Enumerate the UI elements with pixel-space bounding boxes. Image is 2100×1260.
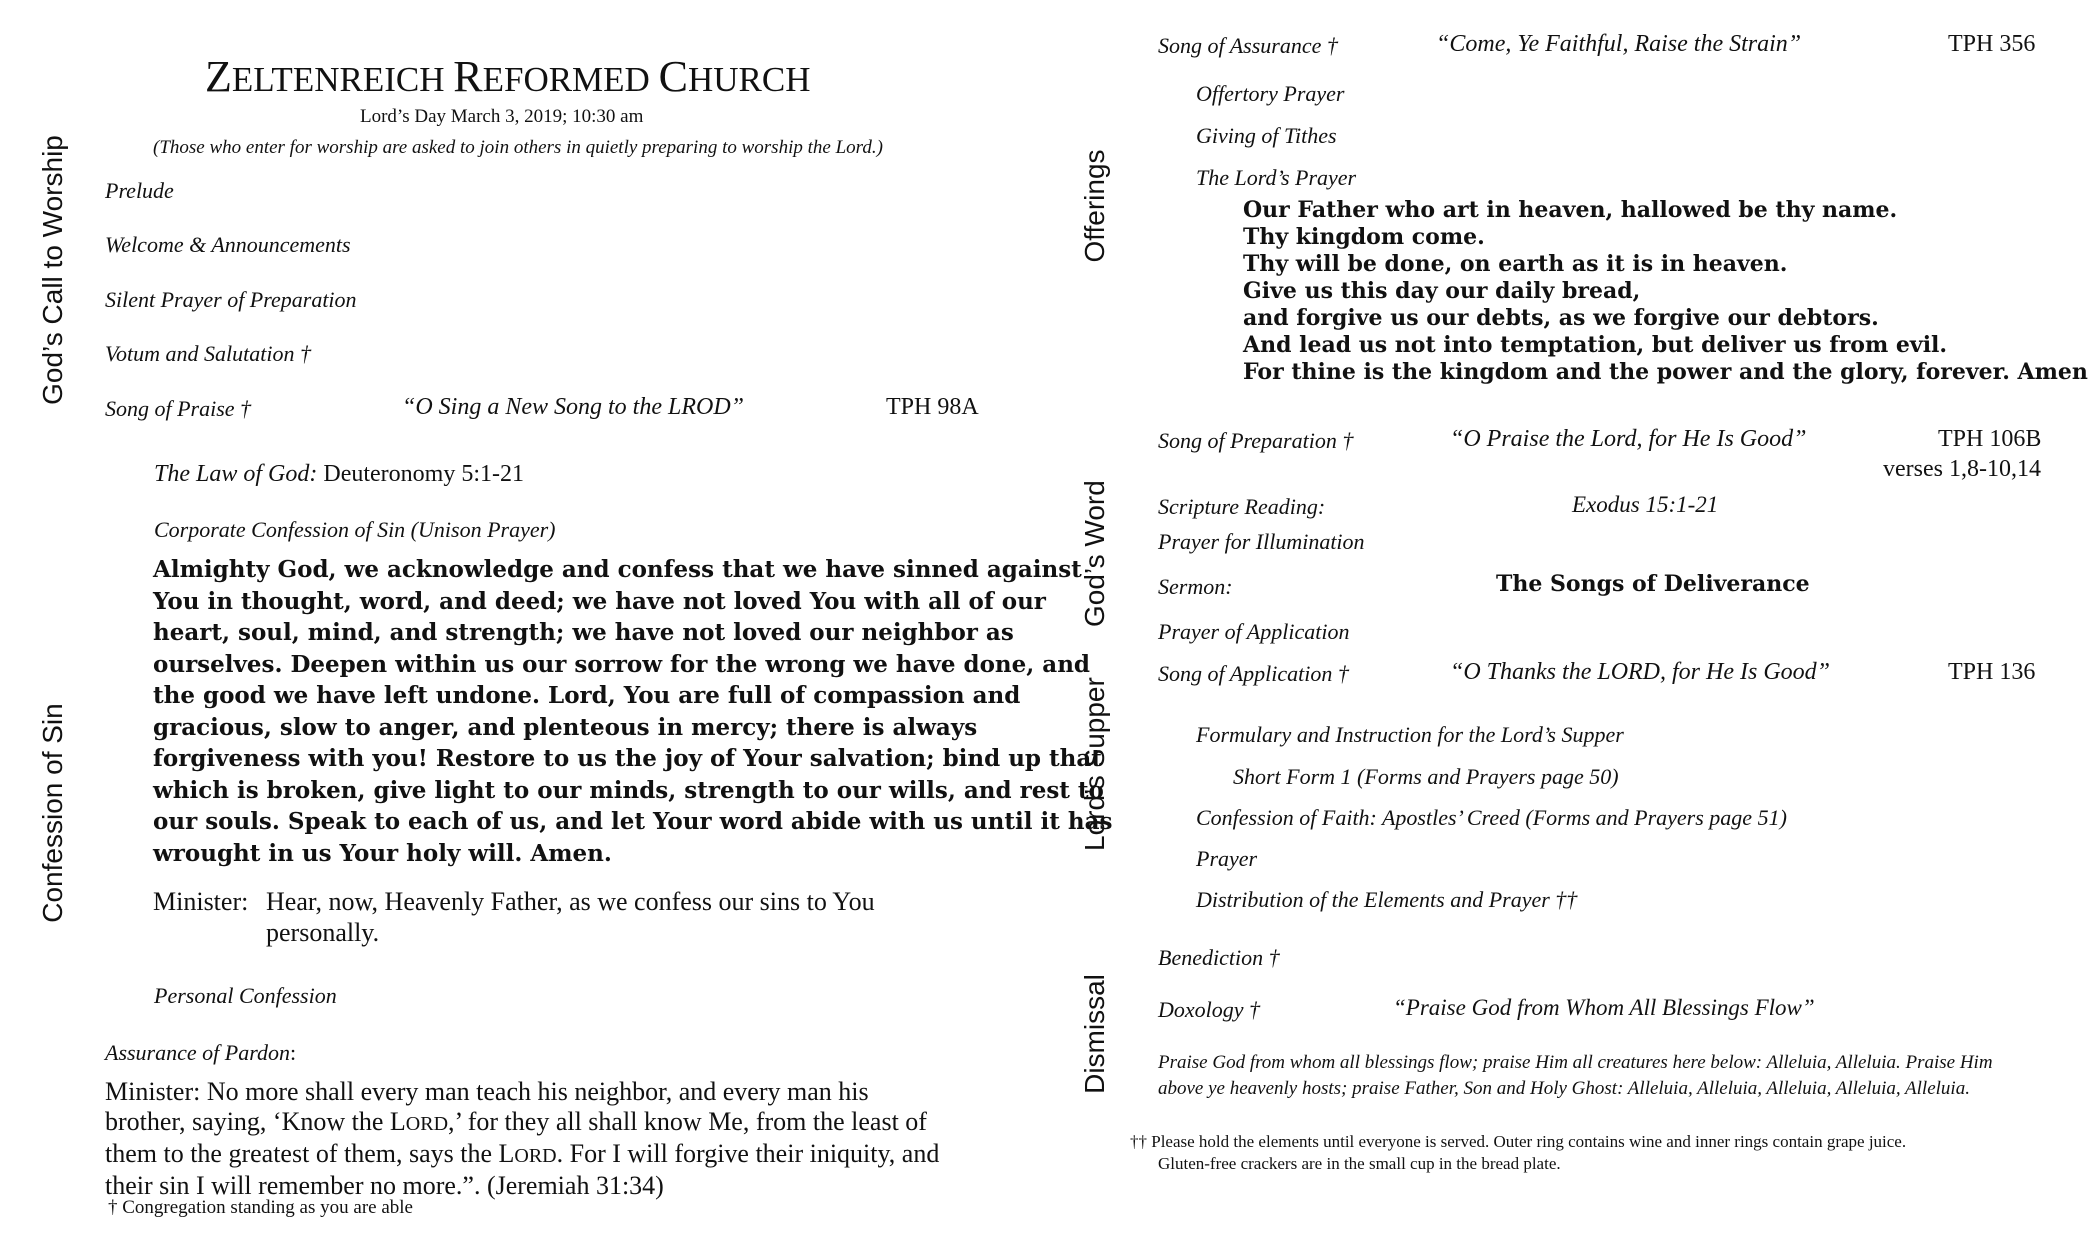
short-form: Short Form 1 (Forms and Prayers page 50) [1233,764,1619,789]
section-gods-word: God’s Word [1079,480,1110,627]
section-dismissal: Dismissal [1079,974,1110,1094]
silent-prayer: Silent Prayer of Preparation [105,287,357,312]
formulary: Formulary and Instruction for the Lord’s Supper [1196,722,1624,747]
scripture-reading-label: Scripture Reading: [1158,494,1326,519]
service-date: Lord’s Day March 3, 2019; 10:30 am [360,106,644,127]
prayer-line: which is broken, give light to our minds, strength to our wills, and rest to [153,776,1104,804]
benediction: Benediction † [1158,945,1280,970]
worship-note: (Those who enter for worship are asked to join others in quietly preparing to worship the Lord.) [153,137,883,158]
prayer-of-application: Prayer of Application [1158,619,1350,644]
song-of-praise-label: Song of Praise † [105,396,252,421]
minister-line: personally. [266,918,380,947]
doxology-title: “Praise God from Whom All Blessings Flow” [1393,995,1815,1020]
song-of-assurance-title: “Come, Ye Faithful, Raise the Strain” [1436,31,1802,57]
law-of-god: The Law of God: Deuteronomy 5:1-21 [154,461,524,487]
lords-prayer-line: Thy will be done, on earth as it is in heaven. [1243,251,1788,277]
prayer-line: Almighty God, we acknowledge and confess that we have sinned against [153,556,1082,583]
song-of-preparation-label: Song of Preparation † [1158,428,1354,453]
welcome: Welcome & Announcements [105,232,351,257]
song-of-assurance-label: Song of Assurance † [1158,33,1338,58]
lords-prayer-line: Our Father who art in heaven, hallowed be thy name. [1243,197,1898,223]
song-of-application-number: TPH 136 [1948,659,2036,685]
elements-note: †† Please hold the elements until everyone is served. Outer ring contains wine and inner rings contain grape juice. Gluten-free crackers are in the small cup in the bread plate. [1130,1132,1907,1173]
prayer-line: gracious, slow to anger, and plenteous in mercy; there is always [153,713,978,741]
minister-label: Minister: [153,887,249,916]
prelude: Prelude [105,178,174,203]
section-call-to-worship: God’s Call to Worship [37,135,68,405]
prayer-line: ourselves. Deepen within us our sorrow for the wrong we have done, and [153,650,1090,678]
prayer-line: wrought in us Your holy will. Amen. [153,839,612,867]
lords-prayer-line: And lead us not into temptation, but deliver us from evil. [1243,332,1948,358]
minister-line: Hear, now, Heavenly Father, as we confess our sins to You [266,887,875,916]
prayer-for-illumination: Prayer for Illumination [1158,529,1365,554]
prayer-line: forgiveness with you! Restore to us the joy of Your salvation; bind up that [153,745,1102,772]
prayer: Prayer [1196,846,1258,871]
lords-prayer-line: Thy kingdom come. [1243,224,1485,250]
corporate-confession: Corporate Confession of Sin (Unison Prayer) [154,517,556,542]
confession-of-faith: Confession of Faith: Apostles’ Creed (Forms and Prayers page 51) [1196,805,1787,830]
song-of-application-label: Song of Application † [1158,661,1349,686]
doxology-label: Doxology † [1158,997,1261,1022]
personal-confession: Personal Confession [154,983,337,1008]
lords-prayer-line: and forgive us our debts, as we forgive our debtors. [1243,305,1879,331]
confession-prayer [153,554,1112,869]
song-of-preparation-title: “O Praise the Lord, for He Is Good” [1450,426,1807,452]
section-lords-supper: Lord’s Supper [1079,677,1110,851]
lords-prayer-line: For thine is the kingdom and the power and the glory, forever. Amen [1243,359,2088,385]
doxology-text: Praise God from whom all blessings flow; praise Him all creatures here below: Alleluia, Alleluia. Praise Him above ye heavenly hosts; praise Father, Son and Holy Ghost: Alleluia, Alleluia, Alleluia, Alleluia, Alleluia. [1158,1052,1993,1099]
song-of-preparation-verses: verses 1,8-10,14 [1883,456,2041,482]
votum: Votum and Salutation † [105,341,311,366]
sermon-label: Sermon: [1158,574,1233,599]
assurance-of-pardon: Assurance of Pardon: [105,1040,297,1065]
prayer-line: the good we have left undone. Lord, You are full of compassion and [153,682,1021,709]
lords-prayer-line: Give us this day our daily bread, [1243,278,1641,304]
church-title: ZELTENREICH REFORMED CHURCH [205,52,811,101]
offertory-prayer: Offertory Prayer [1196,81,1345,106]
scripture-reading-ref: Exodus 15:1-21 [1572,492,1719,517]
section-offerings: Offerings [1079,149,1110,263]
song-of-praise-title: “O Sing a New Song to the LROD” [402,394,745,420]
song-of-preparation-number: TPH 106B [1938,426,2042,452]
distribution: Distribution of the Elements and Prayer †† [1196,887,1578,912]
standing-footnote: † Congregation standing as you are able [108,1197,413,1218]
prayer-line: heart, soul, mind, and strength; we have not loved our neighbor as [153,619,1014,646]
song-of-praise-number: TPH 98A [886,394,979,420]
giving-of-tithes: Giving of Tithes [1196,123,1337,148]
sermon-title: The Songs of Deliverance [1496,571,1810,597]
pardon-text: Minister: No more shall every man teach his neighbor, and every man his brother, saying, ‘Know the LORD,’ for they all shall know Me, from the least of them to the greatest of them, says the LORD. For I will forgive their iniquity, and their sin I will remember no more.”. (Jeremiah 31:34) [105,1077,940,1200]
prayer-line: our souls. Speak to each of us, and let Your word abide with us until it has [153,808,1113,835]
section-confession: Confession of Sin [37,703,68,923]
lords-prayer-text [1243,197,2088,386]
song-of-assurance-number: TPH 356 [1948,31,2036,57]
lords-prayer-label: The Lord’s Prayer [1196,165,1357,190]
prayer-line: You in thought, word, and deed; we have not loved You with all of our [153,587,1046,615]
song-of-application-title: “O Thanks the LORD, for He Is Good” [1450,659,1831,685]
